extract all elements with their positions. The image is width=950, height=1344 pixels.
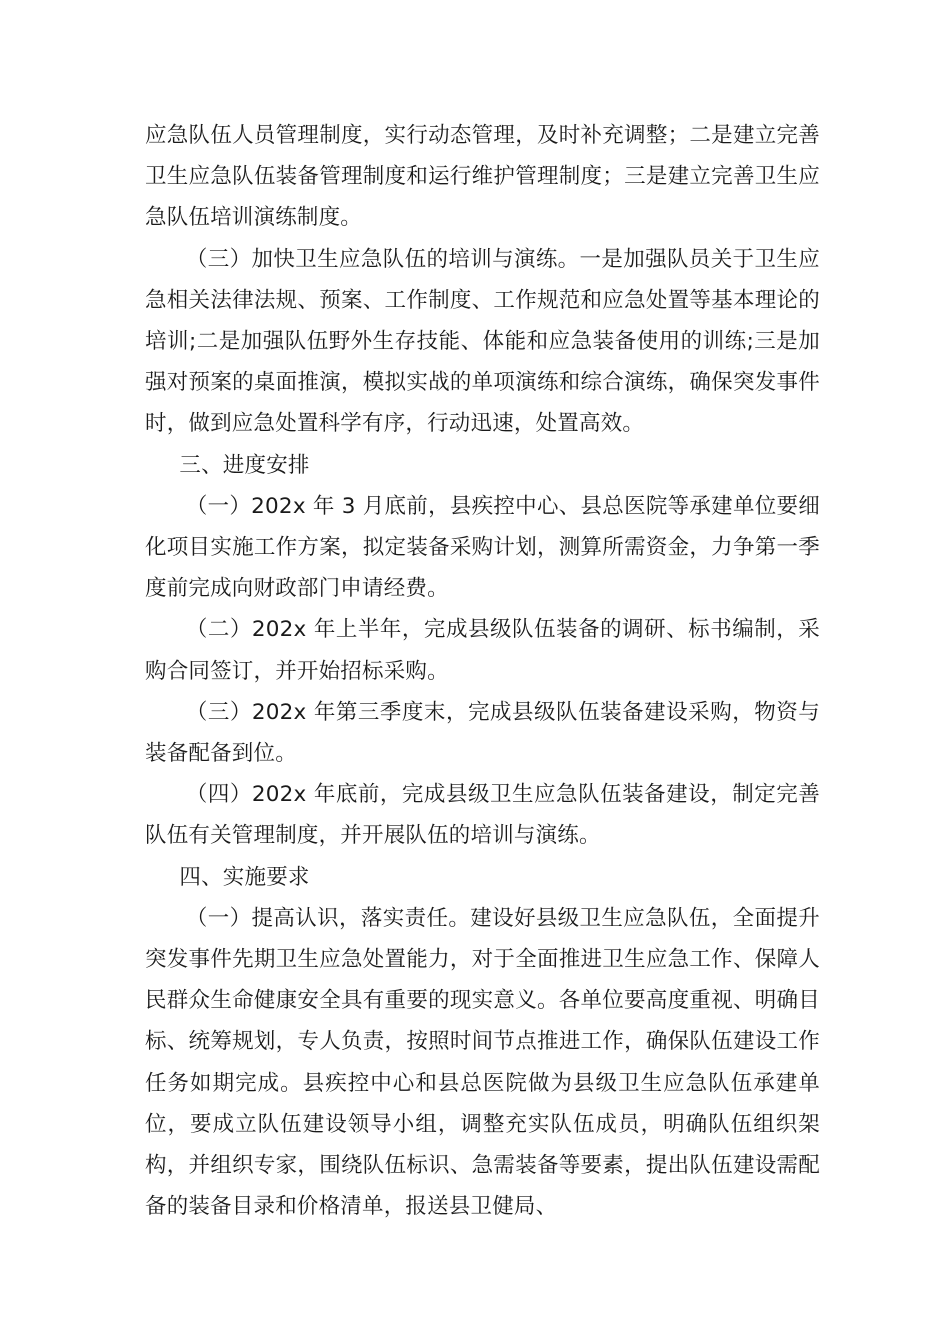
paragraph-continuation: 应急队伍人员管理制度，实行动态管理，及时补充调整；二是建立完善卫生应急队伍装备管理制度和运行维护管理制度；三是建立完善卫生应急队伍培训演练制度。: [145, 123, 820, 231]
section-heading-requirements: 四、实施要求: [179, 864, 310, 890]
paragraph-schedule-4: （四）202x 年底前，完成县级卫生应急队伍装备建设，制定完善队伍有关管理制度，并开展队伍的培训与演练。: [145, 782, 820, 849]
paragraph-schedule-2: （二）202x 年上半年，完成县级队伍装备的调研、标书编制，采购合同签订，并开始招标采购。: [145, 617, 820, 684]
paragraph-schedule-1: （一）202x 年 3 月底前，县疾控中心、县总医院等承建单位要细化项目实施工作方案，拟定装备采购计划，测算所需资金，力争第一季度前完成向财政部门申请经费。: [145, 493, 820, 602]
document-body: [145, 115, 820, 1227]
paragraph-schedule-3: （三）202x 年第三季度末，完成县级队伍装备建设采购，物资与装备配备到位。: [145, 699, 820, 767]
paragraph-training-drills: （三）加快卫生应急队伍的培训与演练。一是加强队员关于卫生应急相关法律法规、预案、工作制度、工作规范和应急处置等基本理论的培训;二是加强队伍野外生存技能、体能和应急装备使用的训练;三是加强对预案的桌面推演，模拟实战的单项演练和综合演练，确保突发事件时，做到应急处置科学有序，行动迅速，处置高效。: [145, 246, 820, 437]
section-heading-schedule: 三、进度安排: [179, 452, 310, 478]
paragraph-requirements-1: （一）提高认识，落实责任。建设好县级卫生应急队伍，全面提升突发事件先期卫生应急处置能力，对于全面推进卫生应急工作、保障人民群众生命健康安全具有重要的现实意义。各单位要高度重视、明确目标、统筹规划，专人负责，按照时间节点推进工作，确保队伍建设工作任务如期完成。县疾控中心和县总医院做为县级卫生应急队伍承建单位，要成立队伍建设领导小组，调整充实队伍成员，明确队伍组织架构，并组织专家，围绕队伍标识、急需装备等要素，提出队伍建设需配备的装备目录和价格清单，报送县卫健局、: [145, 905, 820, 1220]
